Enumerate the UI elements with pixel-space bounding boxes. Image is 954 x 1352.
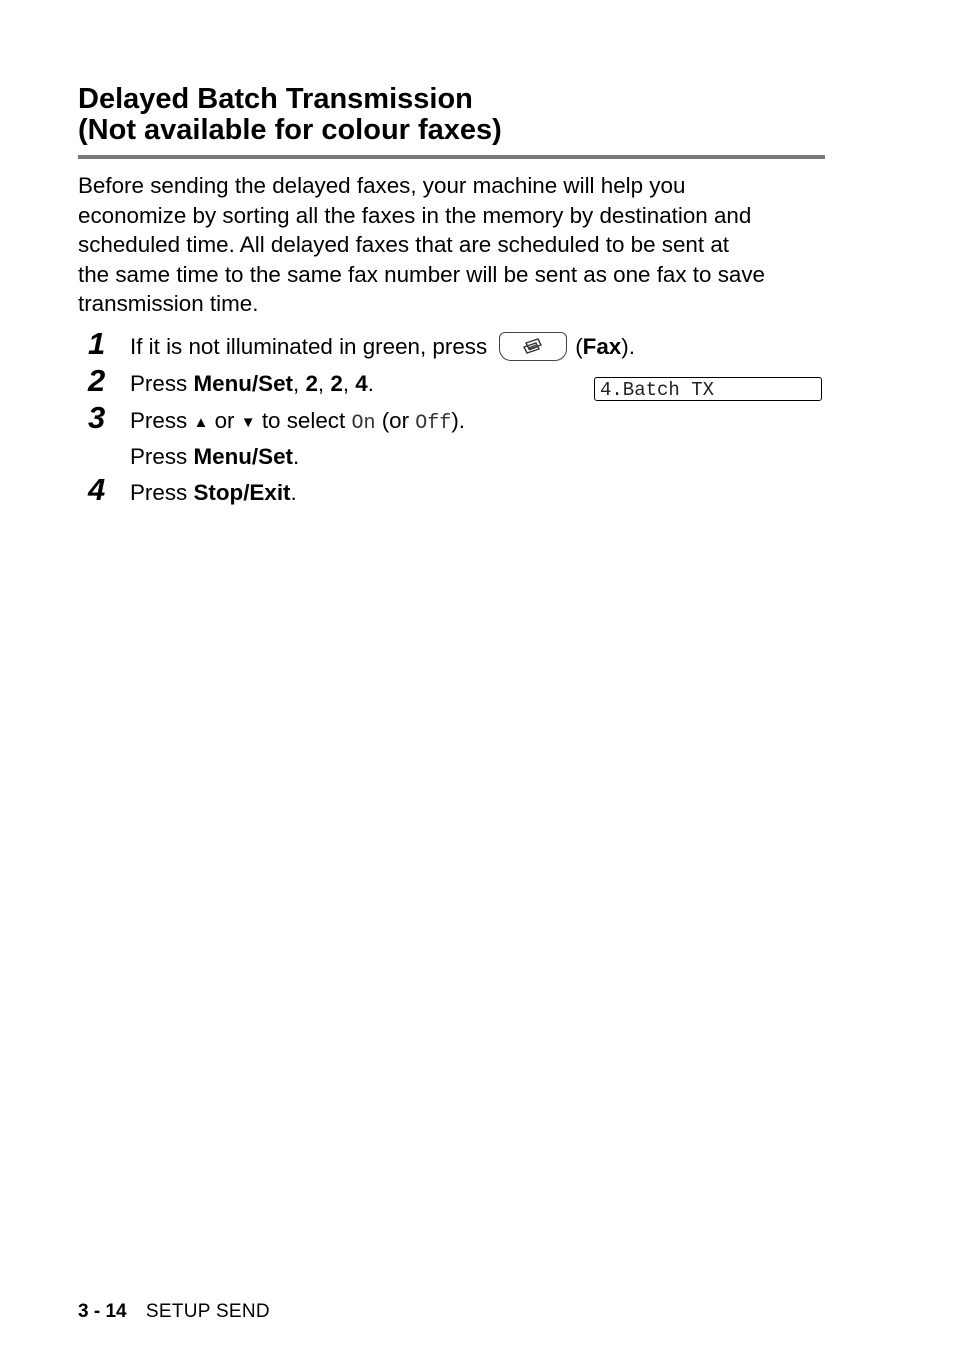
section-name: SETUP SEND — [145, 1301, 270, 1322]
digit-key-label: 4 — [355, 371, 368, 396]
step-2-text: Press Menu/Set, 2, 2, 4. — [130, 371, 374, 396]
down-arrow-icon: ▼ — [240, 414, 256, 431]
intro-line: the same time to the same fax number will be sent as one fax to save — [78, 261, 765, 287]
menu-set-key-label: Menu/Set — [193, 444, 293, 469]
step-1-text: If it is not illuminated in green, press (Fax). — [130, 334, 635, 359]
step-1-number: 1 — [88, 326, 106, 361]
intro-line: economize by sorting all the faxes in the memory by destination and — [78, 202, 752, 228]
page-footer — [78, 1300, 270, 1324]
step-1-instruction: If it is not illuminated in green, press — [130, 334, 488, 359]
menu-set-key-label: Menu/Set — [193, 371, 293, 396]
heading-divider — [78, 155, 825, 159]
intro-line: transmission time. — [78, 291, 259, 316]
section-heading — [78, 84, 824, 146]
step-3-text: Press ▲ or ▼ to select On (or Off). — [130, 408, 465, 435]
fax-key-button — [499, 332, 567, 361]
intro-line: scheduled time. All delayed faxes that are scheduled to be sent at — [78, 232, 729, 257]
lcd-display: 4.Batch TX — [594, 377, 822, 401]
digit-key-label: 2 — [330, 371, 343, 396]
fax-key-label: Fax — [582, 334, 622, 359]
step-2-number: 2 — [88, 363, 106, 398]
digit-key-label: 2 — [305, 371, 318, 396]
step-4-text: Press Stop/Exit. — [130, 480, 297, 505]
heading-line-1: Delayed Batch Transmission — [78, 83, 473, 115]
step-3-number: 3 — [88, 400, 106, 435]
fax-icon — [522, 337, 544, 355]
up-arrow-icon: ▲ — [193, 414, 209, 431]
option-off: Off — [415, 412, 452, 435]
option-on: On — [351, 412, 376, 435]
intro-line: Before sending the delayed faxes, your machine will help you — [78, 173, 686, 198]
stop-exit-key-label: Stop/Exit — [193, 480, 291, 505]
page-number: 3 - 14 — [78, 1301, 127, 1322]
step-4-number: 4 — [88, 472, 106, 507]
intro-paragraph — [78, 171, 828, 319]
heading-line-2: (Not available for colour faxes) — [78, 114, 502, 146]
step-3-text-line-2: Press Menu/Set. — [130, 444, 300, 469]
